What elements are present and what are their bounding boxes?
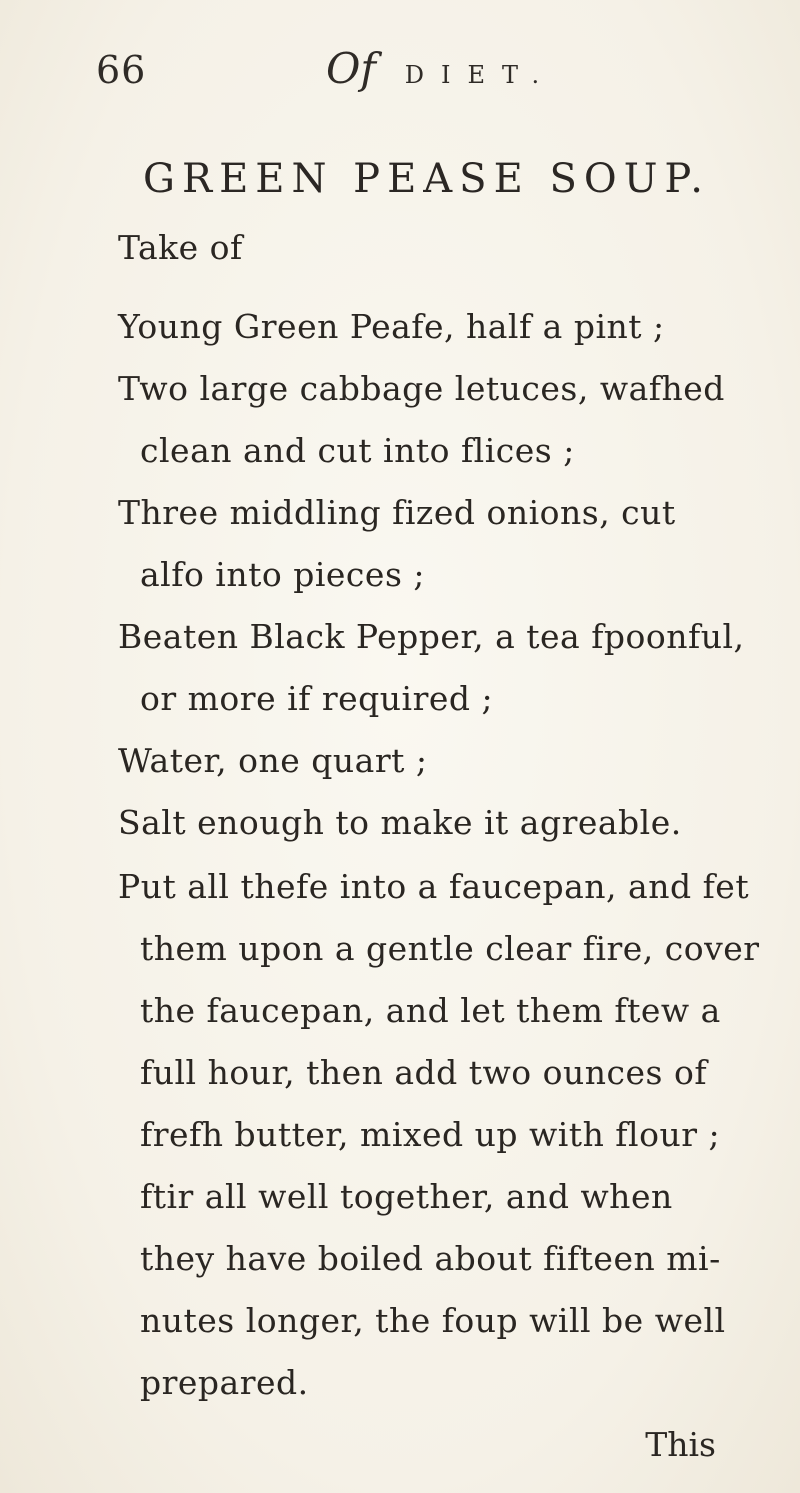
recipe-title: GREEN PEASE SOUP. <box>143 156 710 202</box>
instruction-line: nutes longer, the foup will be well <box>140 1301 726 1340</box>
instruction-line: them upon a gentle clear fire, cover <box>140 929 760 968</box>
instruction-line: full hour, then add two ounces of <box>140 1053 708 1092</box>
catchword: This <box>645 1425 716 1464</box>
page-header <box>96 38 736 108</box>
ingredient-line: Salt enough to make it agreable. <box>118 803 682 842</box>
recipe-intro: Take of <box>118 228 243 267</box>
ingredient-line: Beaten Black Pepper, a tea fpoonful, <box>118 617 745 656</box>
instruction-line: frefh butter, mixed up with flour ; <box>140 1115 721 1154</box>
instruction-line: prepared. <box>140 1363 309 1402</box>
instruction-line: the faucepan, and let them ftew a <box>140 991 721 1030</box>
running-head <box>326 44 556 93</box>
ingredient-line: Young Green Peafe, half a pint ; <box>118 307 665 346</box>
ingredient-line: Three middling fized onions, cut <box>118 493 676 532</box>
ingredient-line: alfo into pieces ; <box>140 555 425 594</box>
ingredient-line: clean and cut into flices ; <box>140 431 575 470</box>
running-head-of: Of <box>326 44 376 93</box>
ingredient-line: Water, one quart ; <box>118 741 428 780</box>
running-head-subject: DIET. <box>404 61 557 89</box>
instruction-line: ftir all well together, and when <box>140 1177 673 1216</box>
ingredient-line: or more if required ; <box>140 679 494 718</box>
page-number: 66 <box>96 48 147 92</box>
instruction-line: Put all thefe into a faucepan, and fet <box>118 867 750 906</box>
instruction-line: they have boiled about fifteen mi- <box>140 1239 721 1278</box>
ingredient-line: Two large cabbage letuces, wafhed <box>118 369 725 408</box>
